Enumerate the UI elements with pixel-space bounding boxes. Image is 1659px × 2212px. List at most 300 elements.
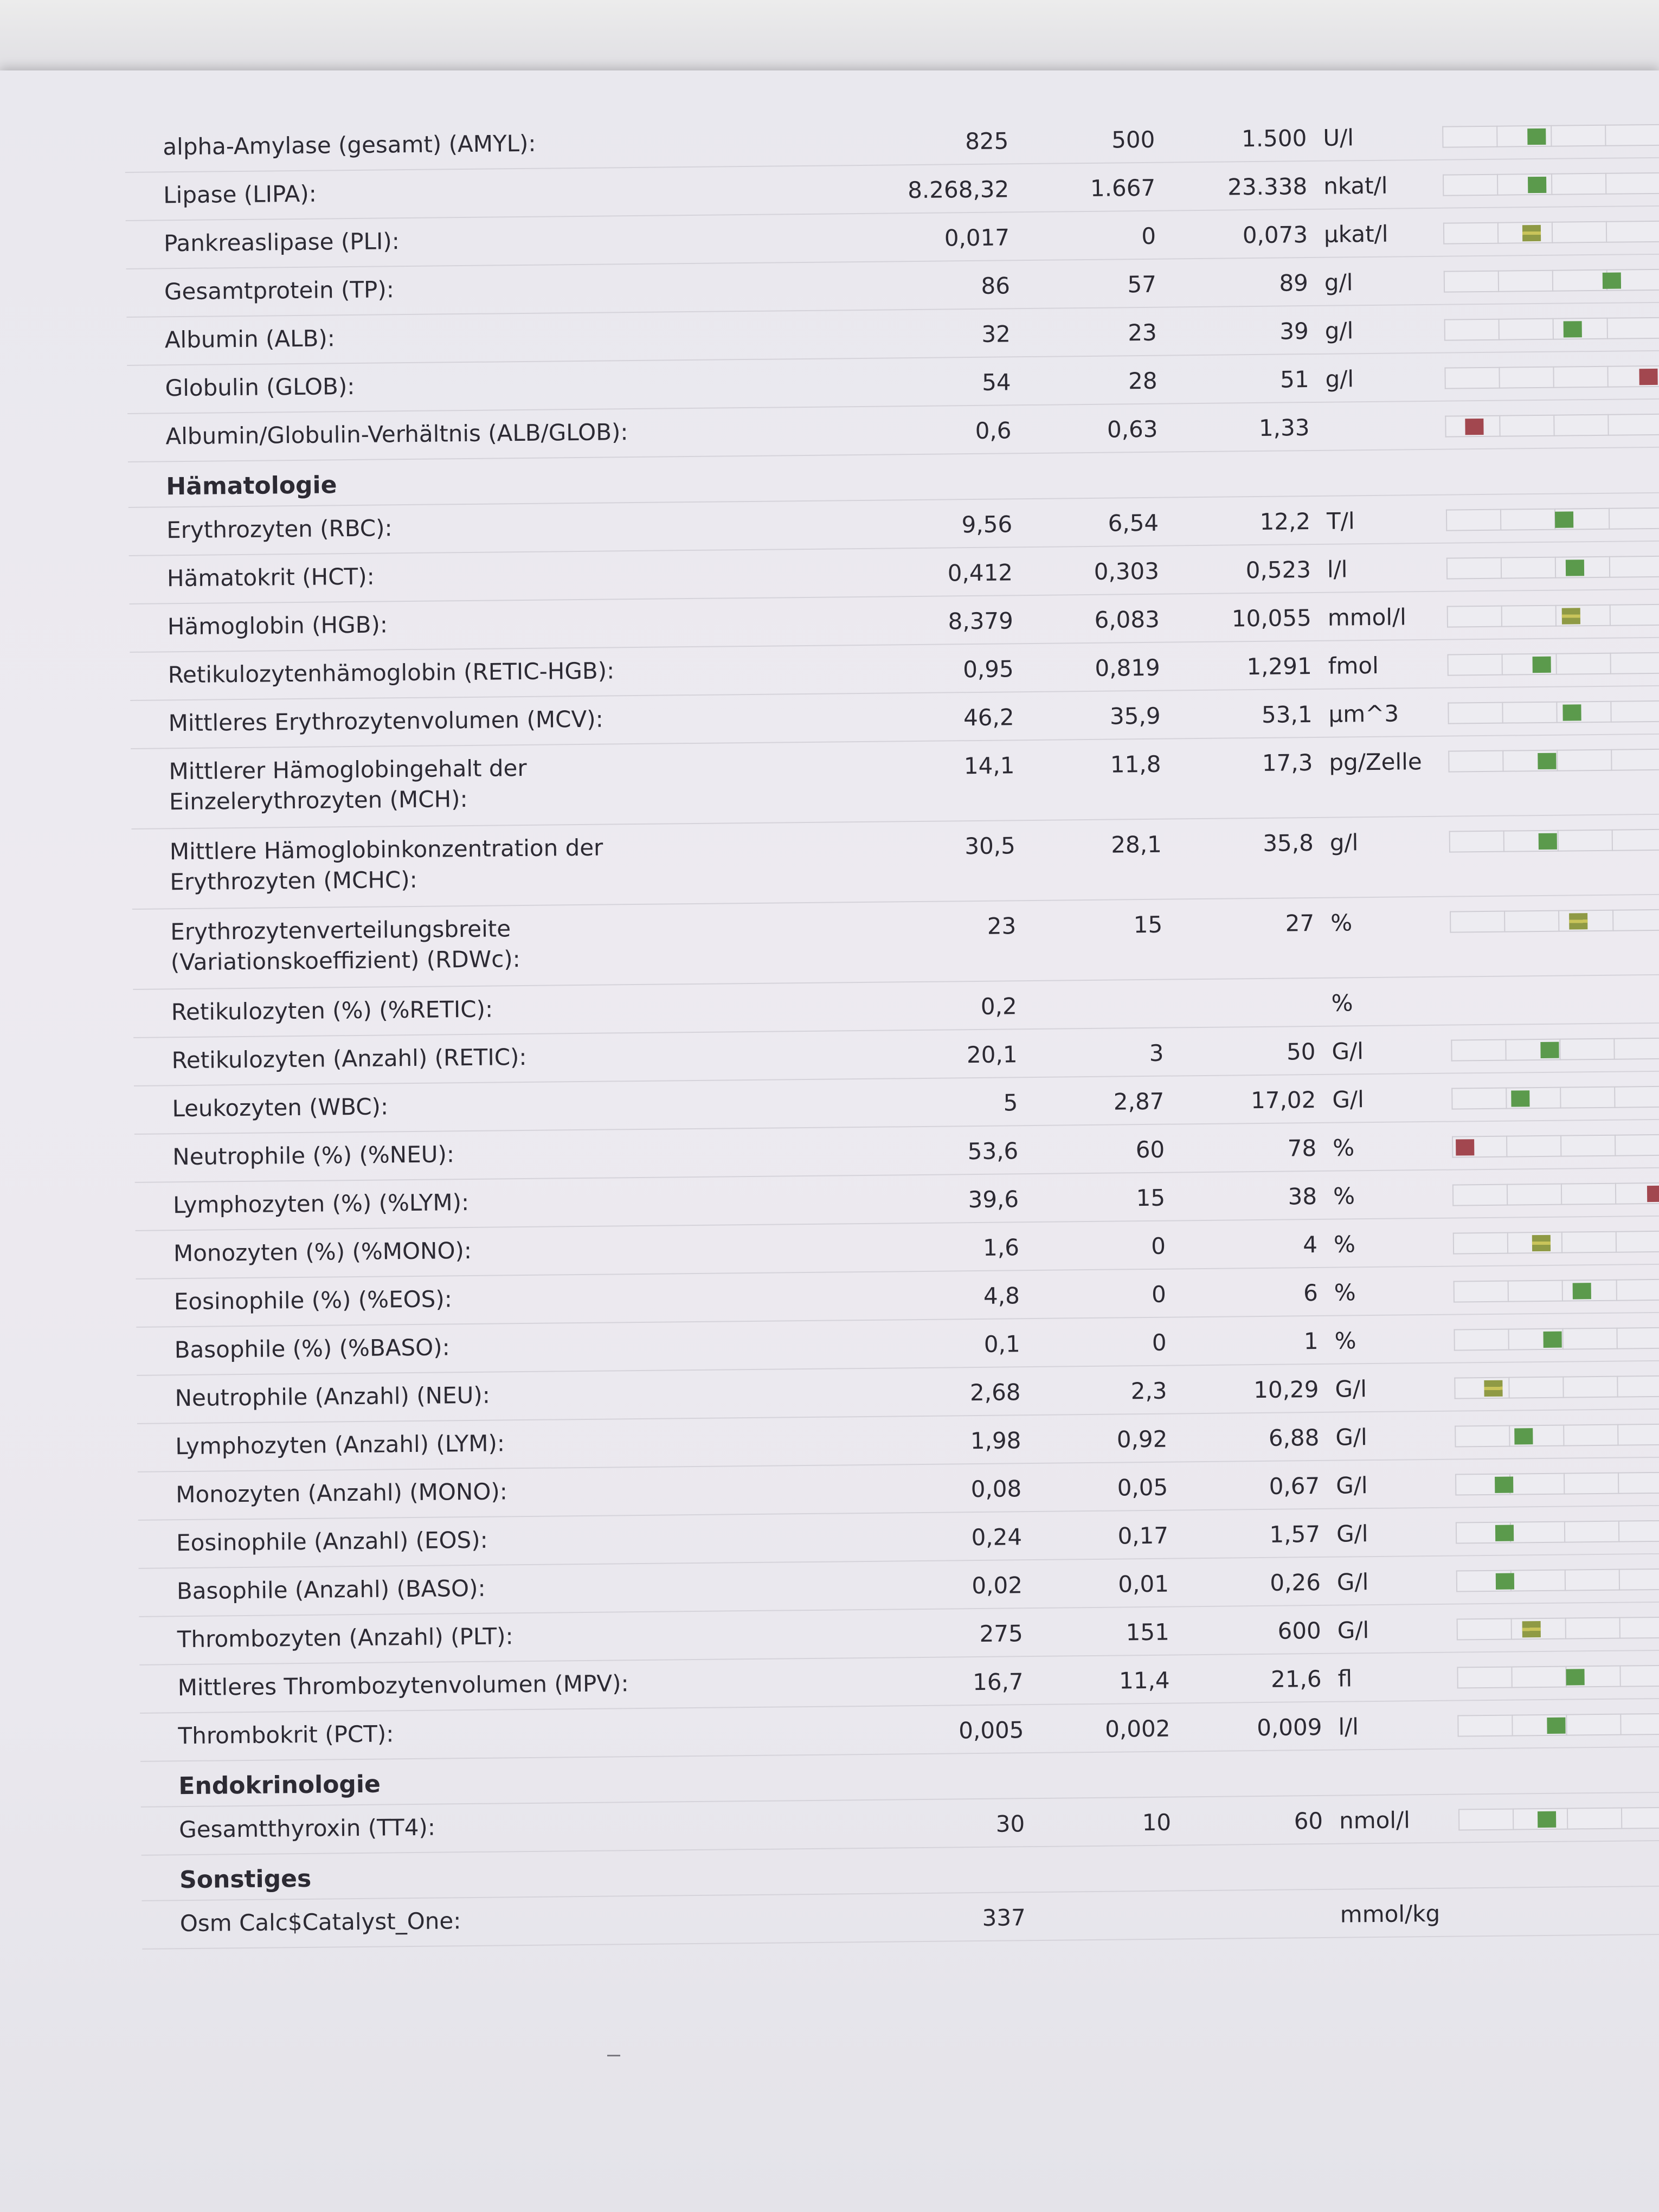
range-indicator [1447,652,1659,676]
result-value: 0,6 [975,417,1012,444]
range-marker [1603,273,1621,289]
result-value: 5 [1003,1089,1018,1116]
reference-low: 0,63 [1107,415,1158,443]
range-marker [1532,1235,1551,1251]
range-marker [1538,1811,1556,1828]
reference-high: 60 [1294,1807,1323,1835]
reference-low: 1.667 [1090,174,1156,202]
range-segment [1619,1665,1659,1687]
test-name: Osm Calc$Catalyst_One: [179,1907,461,1937]
range-segment [1561,1231,1616,1253]
range-indicator [1454,1375,1659,1399]
range-segment [1559,1038,1613,1060]
range-marker [1484,1380,1502,1397]
test-name: Retikulozytenhämoglobin (RETIC-HGB): [168,657,615,689]
unit: % [1330,909,1353,936]
unit: µkat/l [1323,220,1388,248]
range-segment [1620,1713,1659,1735]
range-segment [1443,174,1497,196]
range-segment [1564,1521,1618,1543]
range-segment [1444,319,1499,341]
unit: g/l [1325,365,1354,393]
test-name: Globulin (GLOB): [165,372,355,402]
result-value: 2,68 [969,1379,1021,1406]
range-marker [1511,1090,1529,1107]
reference-high: 10,055 [1231,605,1312,632]
range-segment [1504,910,1558,933]
unit: fmol [1328,652,1379,679]
unit: G/l [1332,1086,1364,1113]
reference-high: 1,291 [1246,653,1312,680]
test-name: Monozyten (%) (%MONO): [173,1237,472,1267]
result-value: 30 [995,1810,1025,1837]
range-segment [1607,414,1659,436]
reference-low [1000,990,1163,992]
result-row [131,815,1659,910]
range-indicator [1446,556,1659,580]
test-name: Hämoglobin (HGB): [167,611,388,640]
result-value: 0,08 [970,1475,1022,1503]
range-segment [1510,1521,1564,1544]
result-value: 39,6 [968,1186,1019,1213]
range-segment [1555,653,1610,675]
range-segment [1458,1809,1513,1831]
range-indicator [1451,1086,1659,1110]
range-segment [1551,125,1605,147]
reference-low: 6,54 [1108,509,1159,537]
unit: % [1333,1182,1355,1210]
result-value: 46,2 [963,704,1014,731]
range-segment [1509,1473,1564,1495]
range-indicator [1457,1617,1659,1641]
unit: % [1334,1279,1356,1306]
test-name: Neutrophile (Anzahl) (NEU): [175,1381,491,1412]
range-marker [1465,419,1483,435]
test-name: Gesamtprotein (TP): [164,276,395,305]
reference-low: 0 [1150,1232,1166,1259]
range-segment [1611,749,1659,771]
test-name: Gesamtthyroxin (TT4): [178,1814,436,1843]
range-segment [1551,173,1605,195]
unit: % [1331,989,1353,1017]
range-segment [1562,1376,1617,1398]
test-name: Lymphozyten (%) (%LYM): [172,1188,470,1219]
reference-low: 0 [1151,1281,1167,1308]
range-indicator [1443,221,1659,245]
range-segment [1453,1232,1507,1255]
range-indicator [1454,1327,1659,1351]
unit: T/l [1326,507,1355,535]
range-marker [1527,128,1546,145]
result-value: 0,017 [944,224,1010,252]
range-segment [1605,172,1659,195]
result-value: 1,6 [982,1234,1020,1261]
range-indicator [1457,1713,1659,1737]
background-surface [0,0,1659,81]
reference-high: 17,3 [1262,749,1313,776]
reference-low: 57 [1127,271,1157,298]
unit: µm^3 [1328,700,1399,728]
reference-low: 3 [1149,1039,1164,1066]
reference-low: 28 [1128,367,1158,395]
reference-low: 11,4 [1118,1667,1170,1694]
reference-high: 600 [1277,1617,1321,1644]
reference-high: 21,6 [1270,1665,1322,1693]
range-marker [1566,560,1584,576]
range-segment [1553,414,1607,436]
range-marker [1456,1139,1474,1155]
result-value: 0,95 [962,655,1014,683]
range-segment [1617,1424,1659,1446]
result-value: 32 [981,320,1011,348]
result-value: 0,24 [971,1523,1023,1551]
unit: % [1334,1327,1356,1354]
reference-high: 1,57 [1269,1520,1321,1548]
reference-high: 89 [1279,269,1309,297]
test-name: Mittleres Erythrozytenvolumen (MCV): [168,705,603,737]
test-name: Erythrozyten (RBC): [166,515,393,544]
range-segment [1560,1086,1614,1109]
reference-high [1163,988,1315,990]
test-name: alpha-Amylase (gesamt) (AMYL): [163,130,536,160]
unit: l/l [1338,1713,1359,1740]
range-segment [1610,604,1659,626]
range-indicator [1455,1472,1659,1496]
range-segment [1446,557,1501,580]
range-segment [1616,1327,1659,1349]
range-indicator [1447,604,1659,628]
range-segment [1508,1377,1562,1399]
unit: G/l [1335,1472,1368,1499]
test-name: Erythrozytenverteilungsbreite (Variationskoeffizient) (RDWc): [170,915,521,976]
range-indicator [1444,365,1659,389]
test-name: Lipase (LIPA): [163,180,317,209]
range-segment [1617,1375,1659,1398]
reference-high: 39 [1279,318,1309,345]
range-segment [1500,509,1554,531]
result-value: 16,7 [972,1668,1024,1696]
reference-low: 0,002 [1105,1715,1171,1742]
result-value: 86 [981,272,1011,299]
range-indicator [1450,909,1659,933]
range-segment [1450,911,1504,933]
reference-high: 6,88 [1268,1424,1320,1451]
range-segment [1501,557,1555,579]
reference-high [1172,1900,1324,1901]
reference-high: 4 [1302,1231,1318,1258]
range-segment [1444,367,1499,389]
range-segment [1506,1135,1560,1158]
range-segment [1618,1472,1659,1494]
range-indicator [1442,124,1659,148]
reference-high: 12,2 [1259,508,1311,535]
reference-low: 0,303 [1094,557,1160,585]
reference-low: 0,819 [1095,654,1160,681]
test-name: Albumin/Globulin-Verhältnis (ALB/GLOB): [165,419,628,450]
test-name: Basophile (Anzahl) (BASO): [176,1574,486,1605]
range-segment [1457,1667,1511,1689]
range-segment [1499,415,1553,437]
range-segment [1507,1184,1561,1206]
unit: U/l [1323,124,1354,151]
range-segment [1563,1424,1617,1446]
range-marker [1543,1332,1561,1348]
range-segment [1557,749,1611,771]
reference-low: 0,17 [1117,1522,1169,1549]
result-value: 20,1 [966,1041,1018,1069]
range-indicator [1452,1182,1659,1206]
reference-low: 500 [1111,126,1155,153]
reference-high: 38 [1288,1182,1317,1210]
reference-high: 0,523 [1245,556,1311,584]
unit: fl [1338,1665,1353,1692]
range-segment [1448,750,1502,773]
range-marker [1514,1428,1533,1444]
range-segment [1565,1617,1619,1639]
test-name: Eosinophile (%) (%EOS): [173,1285,453,1315]
unit: G/l [1336,1520,1368,1547]
reference-low: 0 [1141,222,1156,250]
reference-low: 6,083 [1094,606,1160,633]
unit: g/l [1324,317,1354,344]
test-name: Hämatokrit (HCT): [166,563,375,592]
range-marker [1522,1621,1541,1637]
reference-low: 60 [1135,1136,1165,1163]
range-segment [1447,654,1501,676]
reference-high: 51 [1279,366,1309,393]
result-value: 0,412 [947,559,1013,587]
range-segment [1618,1520,1659,1542]
result-value: 14,1 [963,752,1015,780]
range-segment [1451,1039,1505,1062]
range-indicator [1456,1520,1659,1544]
range-segment [1609,507,1659,530]
reference-low: 2,87 [1113,1088,1165,1115]
reference-high: 0,67 [1269,1472,1320,1500]
range-segment [1566,1714,1620,1736]
reference-high: 50 [1286,1038,1316,1065]
page-mark [607,2055,620,2056]
test-name: Lymphozyten (Anzahl) (LYM): [175,1430,505,1460]
range-marker [1538,753,1556,769]
result-value: 0,02 [972,1572,1023,1599]
range-indicator [1444,317,1659,341]
test-name: Leukozyten (WBC): [172,1093,389,1122]
range-segment [1612,909,1659,931]
range-segment [1615,1134,1659,1156]
range-indicator [1448,749,1659,773]
range-marker [1533,657,1551,673]
range-indicator [1446,507,1659,531]
test-name: Albumin (ALB): [164,325,336,353]
range-marker [1639,369,1657,385]
range-indicator [1453,1231,1659,1255]
range-segment [1455,1425,1509,1448]
reference-low: 0,92 [1116,1425,1168,1453]
reference-low [1009,1901,1172,1903]
reference-low: 23 [1128,319,1158,346]
range-segment [1501,605,1555,627]
range-segment [1560,1135,1615,1157]
reference-low: 28,1 [1111,831,1162,858]
range-segment [1448,702,1502,724]
reference-high: 1,33 [1258,414,1310,441]
range-marker [1495,1477,1513,1493]
range-marker [1540,1042,1559,1058]
range-segment [1606,221,1659,243]
test-name: Mittleres Thrombozytenvolumen (MPV): [177,1670,629,1701]
reference-high: 23.338 [1227,173,1308,201]
range-indicator [1444,269,1659,293]
unit: G/l [1332,1038,1364,1065]
result-value: 30,5 [964,832,1016,860]
result-row [131,735,1659,829]
range-segment [1454,1329,1508,1351]
reference-high: 6 [1303,1279,1319,1307]
result-value: 8.268,32 [907,176,1009,204]
reference-low: 11,8 [1110,750,1161,778]
range-marker [1555,511,1573,528]
range-indicator [1451,1038,1659,1062]
result-value: 23 [987,912,1017,940]
reference-low: 0,01 [1118,1570,1169,1598]
reference-high: 53,1 [1261,701,1313,728]
range-segment [1558,829,1612,852]
unit: nkat/l [1323,172,1388,200]
unit: % [1333,1231,1356,1258]
range-indicator [1458,1807,1659,1831]
range-indicator [1455,1424,1659,1448]
reference-high: 0,073 [1242,221,1308,249]
range-marker [1496,1573,1514,1590]
reference-high: 10,29 [1253,1375,1319,1404]
result-value: 9,56 [961,511,1013,538]
reference-high: 0,009 [1256,1713,1322,1741]
range-segment [1564,1472,1618,1495]
result-value: 0,2 [980,993,1017,1020]
result-value: 4,8 [983,1282,1020,1309]
unit: % [1332,1134,1355,1161]
range-segment [1621,1807,1659,1829]
test-name: Mittlerer Hämoglobingehalt der Einzelerythrozyten (MCH): [169,754,527,815]
test-name: Retikulozyten (%) (%RETIC): [171,995,493,1026]
range-segment [1610,652,1659,674]
result-value: 1,98 [970,1427,1021,1455]
section-title: Hämatologie [166,471,337,501]
reference-low: 15 [1133,911,1163,938]
range-marker [1522,225,1541,241]
result-value: 54 [981,369,1011,396]
range-segment [1447,606,1501,628]
range-segment [1499,318,1553,340]
range-segment [1553,366,1607,388]
range-segment [1449,831,1503,853]
range-segment [1508,1280,1562,1302]
test-name: Thrombozyten (Anzahl) (PLT): [177,1623,513,1653]
section-title: Endokrinologie [178,1770,381,1801]
range-segment [1443,222,1497,245]
range-marker [1528,177,1546,193]
range-segment [1619,1568,1659,1591]
range-marker [1573,1283,1591,1299]
range-segment [1498,270,1552,292]
range-indicator [1452,1134,1659,1158]
section-title: Sonstiges [179,1864,312,1894]
unit: G/l [1335,1375,1367,1403]
reference-low: 0 [1152,1329,1167,1356]
range-indicator [1456,1568,1659,1592]
unit: g/l [1329,829,1359,856]
range-segment [1454,1281,1508,1303]
reference-low: 2,3 [1130,1377,1167,1405]
reference-high: 35,8 [1263,829,1314,857]
range-segment [1614,1086,1659,1108]
result-value: 825 [964,127,1009,155]
range-indicator [1454,1279,1659,1303]
range-segment [1612,829,1659,851]
range-indicator [1443,172,1659,196]
range-segment [1616,1279,1659,1301]
unit: G/l [1336,1568,1369,1596]
range-segment [1451,1088,1506,1110]
range-segment [1452,1184,1507,1206]
range-segment [1510,1570,1565,1592]
range-segment [1613,1038,1659,1060]
range-marker [1539,833,1557,850]
result-value: 275 [979,1620,1024,1647]
reference-low: 15 [1136,1184,1166,1212]
range-indicator [1457,1665,1659,1689]
reference-high: 27 [1285,910,1315,937]
test-name: Retikulozyten (Anzahl) (RETIC): [171,1043,527,1074]
range-segment [1565,1569,1619,1591]
reference-high: 78 [1287,1134,1317,1162]
unit: G/l [1335,1424,1367,1451]
reference-low: 0,05 [1117,1474,1168,1501]
result-value: 337 [982,1904,1026,1931]
range-segment [1552,221,1606,243]
range-indicator [1449,829,1659,853]
range-marker [1495,1525,1514,1541]
unit: mmol/l [1327,603,1407,631]
range-segment [1616,1231,1659,1253]
range-indicator [1448,700,1659,724]
range-segment [1561,1183,1615,1205]
test-name: Thrombokrit (PCT): [178,1720,394,1750]
reference-high: 1 [1303,1327,1319,1355]
range-marker [1547,1718,1565,1734]
test-name: Mittlere Hämoglobinkonzentration der Erythrozyten (MCHC): [169,834,603,896]
range-segment [1552,269,1606,292]
reference-high: 0,26 [1270,1568,1321,1596]
range-segment [1607,317,1659,339]
range-segment [1562,1328,1616,1350]
range-marker [1566,1669,1584,1685]
reference-low: 35,9 [1109,702,1161,730]
range-segment [1605,124,1659,146]
test-name: Monozyten (Anzahl) (MONO): [176,1478,508,1508]
unit: pg/Zelle [1329,748,1422,776]
range-marker [1569,913,1587,929]
lab-results-table [125,110,1659,1950]
result-row [132,895,1659,990]
test-name: Basophile (%) (%BASO): [174,1334,450,1364]
unit: g/l [1324,269,1353,296]
unit: nmol/l [1339,1806,1411,1834]
result-value: 0,1 [983,1330,1020,1358]
range-indicator [1445,414,1659,438]
reference-low: 151 [1126,1618,1170,1646]
